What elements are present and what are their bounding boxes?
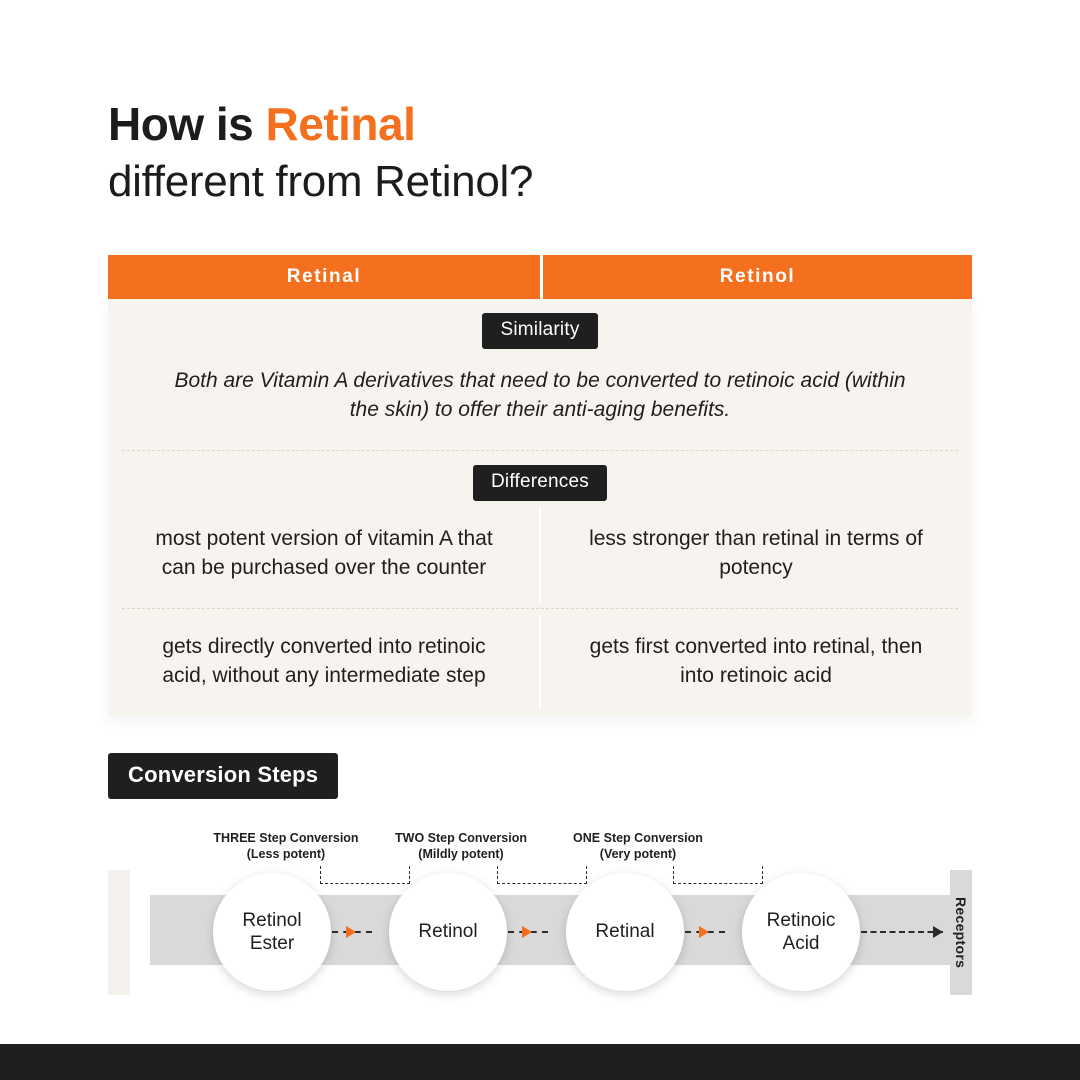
flow-start-cap	[108, 870, 130, 995]
bottom-bar	[0, 1044, 1080, 1080]
caption-three-step-bottom: (Less potent)	[246, 847, 326, 862]
receptors-label: Receptors	[953, 896, 969, 969]
arrow-icon	[508, 925, 566, 939]
arrow-icon	[685, 925, 743, 939]
caption-one-step-top: ONE Step Conversion	[573, 831, 703, 845]
table-header-retinol: Retinol	[540, 255, 972, 299]
table-header-row	[108, 255, 972, 299]
arrow-icon	[861, 925, 953, 939]
conversion-steps-badge: Conversion Steps	[108, 753, 338, 799]
differences-chip-row	[108, 451, 972, 501]
bracket-two-step	[497, 866, 587, 884]
bracket-three-step	[320, 866, 410, 884]
differences-badge: Differences	[473, 465, 607, 501]
arrow-icon	[332, 925, 390, 939]
caption-one-step	[533, 830, 743, 863]
difference-cell-retinol-2: gets first converted into retinal, then into retinoic acid	[589, 635, 923, 687]
table-body	[108, 299, 972, 716]
similarity-chip-row	[108, 299, 972, 349]
title-line-2: different from Retinol?	[108, 156, 534, 206]
comparison-table	[108, 255, 972, 716]
flow-node-retinal: Retinal	[566, 873, 684, 991]
flow-node-retinoic-acid: Retinoic Acid	[742, 873, 860, 991]
flow-node-retinol-ester: Retinol Ester	[213, 873, 331, 991]
similarity-text: Both are Vitamin A derivatives that need to be converted to retinoic acid (within the skin) to offer their anti-aging benefits.	[174, 369, 906, 421]
difference-cell-retinal-1: most potent version of vitamin A that can be purchased over the counter	[155, 527, 493, 579]
bracket-one-step	[673, 866, 763, 884]
caption-two-step-top: TWO Step Conversion	[395, 831, 527, 845]
page-title	[108, 100, 988, 209]
caption-two-step-bottom: (Mildly potent)	[418, 847, 504, 862]
title-prefix: How is	[108, 98, 266, 150]
table-row	[108, 501, 972, 608]
similarity-badge: Similarity	[482, 313, 597, 349]
flow-node-retinol: Retinol	[389, 873, 507, 991]
table-header-retinal: Retinal	[108, 255, 540, 299]
difference-cell-retinal-2: gets directly converted into retinoic acid, without any intermediate step	[162, 635, 486, 687]
title-line-1	[108, 100, 988, 150]
caption-one-step-bottom: (Very potent)	[599, 847, 677, 862]
conversion-flow-diagram	[108, 820, 972, 1015]
flow-end-receptors	[950, 870, 972, 995]
table-row	[108, 609, 972, 716]
difference-cell-retinol-1: less stronger than retinal in terms of potency	[589, 527, 923, 579]
caption-three-step-top: THREE Step Conversion	[213, 831, 359, 845]
title-accent-word: Retinal	[265, 98, 416, 150]
